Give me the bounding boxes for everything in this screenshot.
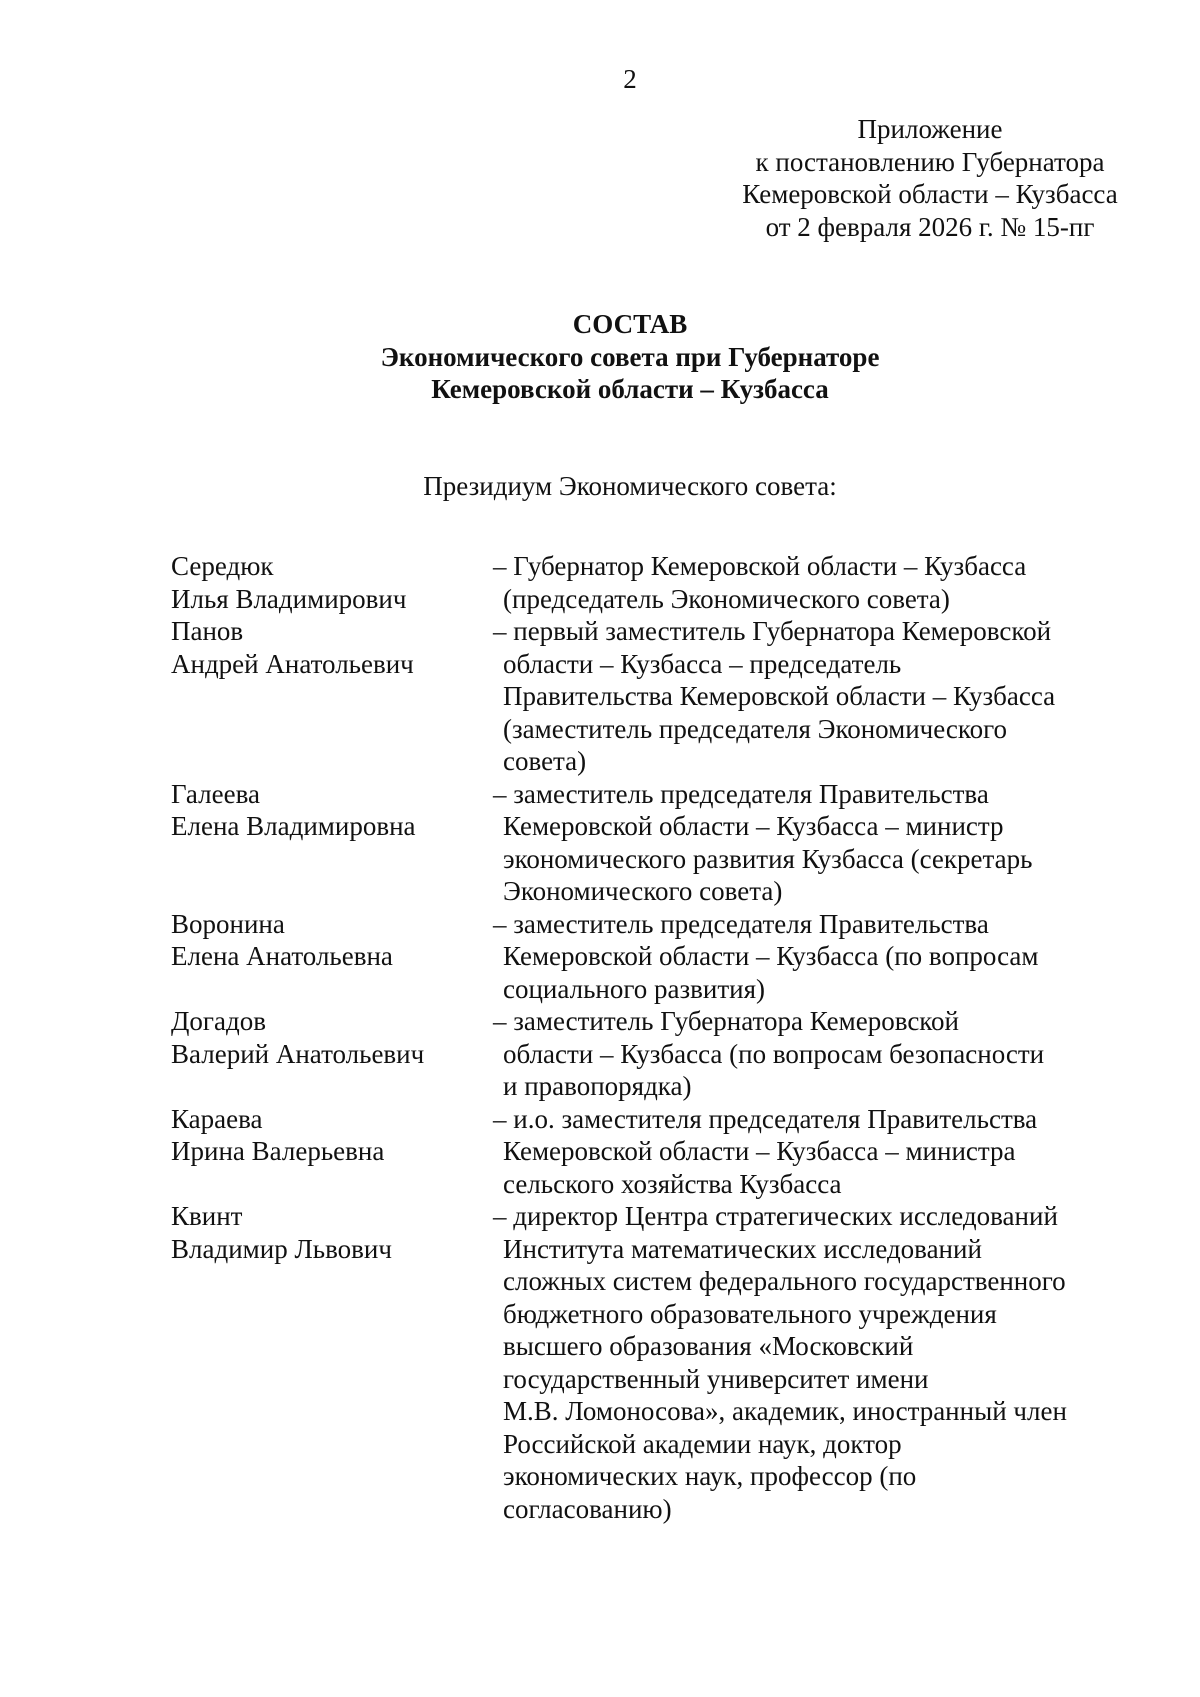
role-line: – заместитель председателя Правительства <box>493 778 989 809</box>
role-line: Института математических исследований <box>503 1233 982 1264</box>
member-given-names: Владимир Львович <box>171 1233 392 1264</box>
role-line: экономических наук, профессор (по <box>503 1461 917 1491</box>
member-role <box>493 615 1123 778</box>
role-line: Кемеровской области – Кузбасса – министр <box>503 811 1004 841</box>
member-name <box>171 550 503 615</box>
role-line: области – Кузбасса – председатель <box>503 648 902 679</box>
appendix-line: Приложение <box>857 114 1003 144</box>
member-given-names: Елена Анатольевна <box>171 941 393 971</box>
member-given-names: Илья Владимирович <box>171 583 407 614</box>
member-entry <box>171 550 1131 615</box>
member-role <box>493 1005 1123 1103</box>
role-line: государственный университет имени <box>503 1363 929 1394</box>
member-surname: Квинт <box>171 1201 243 1231</box>
member-surname: Галеева <box>171 778 260 809</box>
role-line: Экономического совета) <box>503 876 783 906</box>
role-line: – заместитель Губернатора Кемеровской <box>493 1006 960 1036</box>
role-line: М.В. Ломоносова», академик, иностранный член <box>503 1396 1067 1426</box>
role-line: Правительства Кемеровской области – Кузбасса <box>503 681 1056 711</box>
role-line: сельского хозяйства Кузбасса <box>503 1168 842 1199</box>
member-role <box>493 908 1123 1006</box>
role-line: согласованию) <box>503 1493 672 1524</box>
member-role <box>493 778 1123 908</box>
title-line: Кемеровской области – Кузбасса <box>431 374 829 404</box>
member-entry <box>171 1103 1131 1201</box>
role-line: – директор Центра стратегических исследований <box>493 1201 1058 1231</box>
members-list <box>171 550 1131 1525</box>
document-title <box>0 308 1200 406</box>
role-line: Российской академии наук, доктор <box>503 1428 902 1459</box>
member-given-names: Ирина Валерьевна <box>171 1136 385 1166</box>
member-entry <box>171 615 1131 778</box>
member-role <box>493 550 1123 615</box>
member-role <box>493 1200 1123 1525</box>
member-name <box>171 615 503 778</box>
role-line: Кемеровской области – Кузбасса (по вопросам <box>503 941 1039 971</box>
role-line: – и.о. заместителя председателя Правительства <box>493 1103 1038 1134</box>
role-line: (заместитель председателя Экономического <box>503 713 1008 744</box>
member-name <box>171 1103 503 1201</box>
role-line: Кемеровской области – Кузбасса – министра <box>503 1136 1016 1166</box>
member-entry <box>171 1005 1131 1103</box>
member-entry <box>171 908 1131 1006</box>
role-line: области – Кузбасса (по вопросам безопасности <box>503 1038 1045 1069</box>
title-line: СОСТАВ <box>572 309 688 339</box>
member-name <box>171 1005 503 1103</box>
role-line: – Губернатор Кемеровской области – Кузбасса <box>493 551 1027 581</box>
appendix-line: к постановлению Губернатора <box>755 146 1105 177</box>
page-number: 2 <box>623 64 637 94</box>
title-line: Экономического совета при Губернаторе <box>380 341 880 372</box>
member-entry <box>171 778 1131 908</box>
role-line: сложных систем федерального государственного <box>503 1266 1066 1296</box>
appendix-line: от 2 февраля 2026 г. № 15-пг <box>765 211 1095 242</box>
member-given-names: Андрей Анатольевич <box>171 648 414 679</box>
section-heading: Президиум Экономического совета: <box>423 471 837 501</box>
member-given-names: Валерий Анатольевич <box>171 1038 425 1069</box>
role-line: бюджетного образовательного учреждения <box>503 1298 997 1329</box>
role-line: (председатель Экономического совета) <box>503 583 950 614</box>
member-entry <box>171 1200 1131 1525</box>
member-surname: Панов <box>171 616 244 646</box>
member-surname: Догадов <box>171 1006 266 1036</box>
member-surname: Середюк <box>171 551 274 581</box>
member-surname: Воронина <box>171 908 285 939</box>
member-role <box>493 1103 1123 1201</box>
member-name <box>171 1200 503 1525</box>
role-line: – первый заместитель Губернатора Кемеровской <box>493 616 1052 646</box>
role-line: и правопорядка) <box>503 1071 692 1101</box>
role-line: высшего образования «Московский <box>503 1331 914 1361</box>
appendix-line: Кемеровской области – Кузбасса <box>742 179 1118 209</box>
member-name <box>171 778 503 908</box>
member-given-names: Елена Владимировна <box>171 811 416 841</box>
member-name <box>171 908 503 1006</box>
role-line: совета) <box>503 746 587 776</box>
role-line: экономического развития Кузбасса (секретарь <box>503 843 1033 874</box>
appendix-header <box>690 113 1170 243</box>
member-surname: Караева <box>171 1103 263 1134</box>
role-line: социального развития) <box>503 973 765 1004</box>
role-line: – заместитель председателя Правительства <box>493 908 989 939</box>
